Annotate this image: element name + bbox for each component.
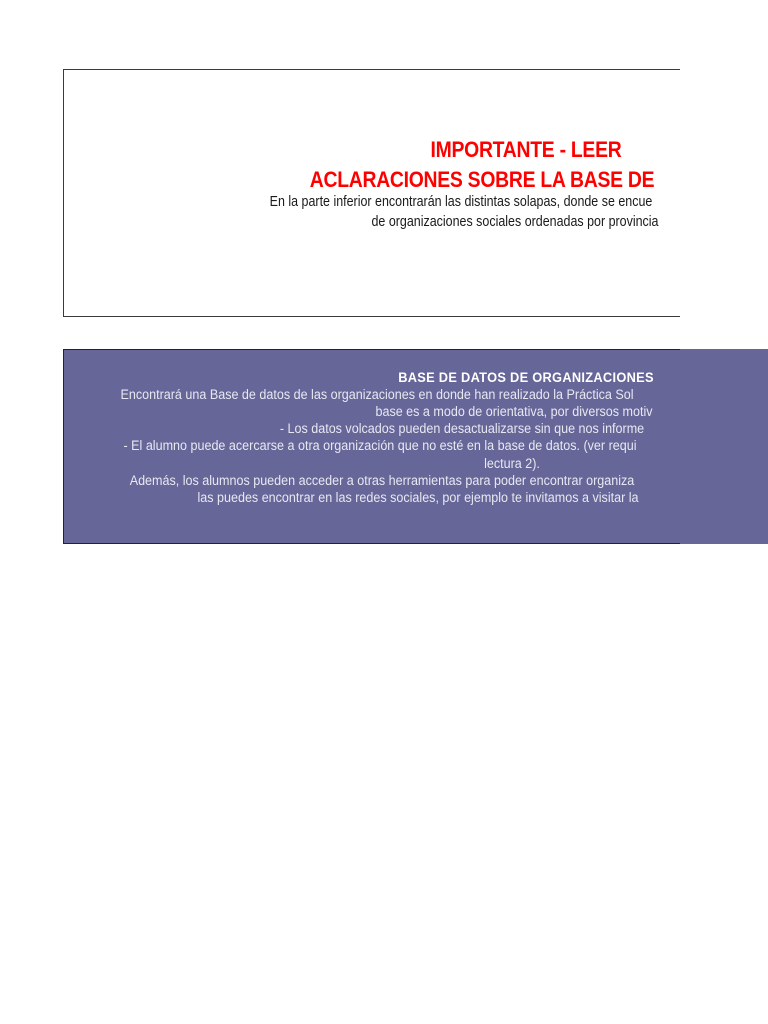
database-panel-line: Además, los alumnos pueden acceder a otras herramientas para poder encontrar organiza bbox=[129, 473, 635, 488]
notice-body-line-2: de organizaciones sociales ordenadas por provincia bbox=[371, 214, 659, 230]
database-panel-title: BASE DE DATOS DE ORGANIZACIONES bbox=[398, 370, 654, 385]
database-panel-content bbox=[0, 349, 680, 544]
notice-box bbox=[63, 69, 680, 317]
database-panel-line: - El alumno puede acercarse a otra organización que no esté en la base de datos. (ver requi bbox=[123, 438, 637, 453]
notice-body-line-1: En la parte inferior encontrarán las distintas solapas, donde se encue bbox=[269, 194, 653, 210]
notice-title-line-2: ACLARACIONES SOBRE LA BASE DE bbox=[309, 167, 655, 192]
database-panel bbox=[0, 349, 680, 544]
database-panel-line: base es a modo de orientativa, por diversos motiv bbox=[375, 404, 653, 419]
database-panel-line: - Los datos volcados pueden desactualizarse sin que nos informe bbox=[279, 421, 645, 436]
notice-title-line-1: IMPORTANTE - LEER bbox=[430, 137, 622, 162]
notice-content bbox=[63, 69, 680, 317]
database-panel-line: lectura 2). bbox=[484, 456, 540, 471]
database-panel-line: las puedes encontrar en las redes sociales, por ejemplo te invitamos a visitar la bbox=[197, 490, 639, 505]
database-panel-line: Encontrará una Base de datos de las organizaciones en donde han realizado la Práctica Sol bbox=[120, 387, 634, 402]
